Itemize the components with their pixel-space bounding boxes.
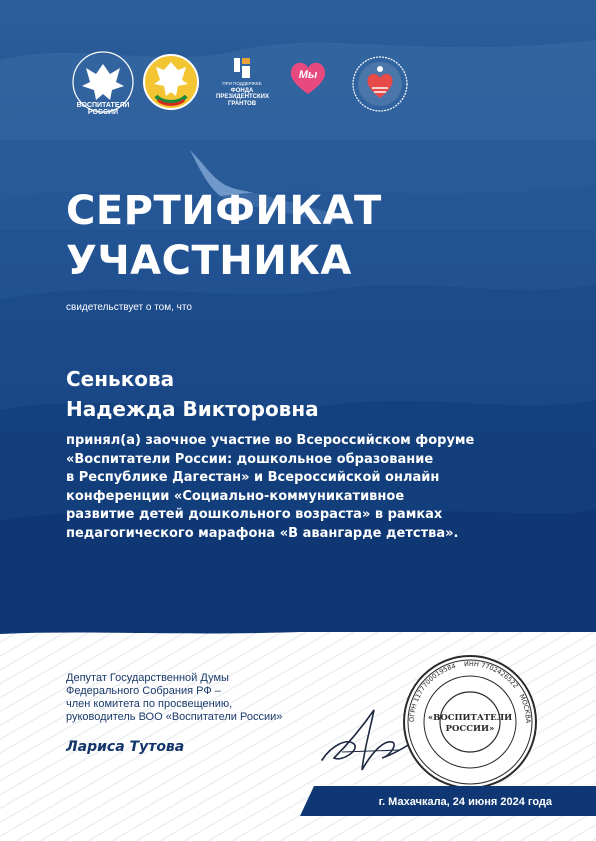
logo-row [0,50,596,120]
body-line: педагогического марафона «В авангарде детства». [66,525,459,541]
org-logo-line1: ВОСПИТАТЕЛИ [76,102,130,109]
dagestan-coat-of-arms [142,52,200,117]
org-logo-line2: РОССИИ [87,109,119,117]
signatory-line: Федерального Собрания РФ – [66,685,221,697]
grant-line1: ФОНДА [230,88,254,94]
grant-line3: ГРАНТОВ [227,100,257,107]
signatory-line: член комитета по просвещению, [66,698,233,710]
body-line: «Воспитатели России: дошкольное образование [66,451,434,467]
stamp-center-line2: РОССИИ» [445,724,495,734]
participant-given-names: Надежда Викторовна [66,397,319,421]
certificate-title [66,186,382,286]
stamp-ogrn: ОГРН 1177700019584 [407,661,457,723]
official-stamp [400,652,540,797]
grant-line2: ПРЕЗИДЕНТСКИХ [216,94,269,101]
participant-surname: Сенькова [66,367,175,391]
heart-logo [288,60,328,101]
signatory-line: руководитель ВОО «Воспитатели России» [66,711,283,723]
body-line: развитие детей дошкольного возраста» в рамках [66,507,443,522]
certificate-body [66,432,536,543]
body-line: в Республике Дагестан» и Всероссийской онлайн [66,470,440,485]
participant-name [66,364,319,424]
grant-logo-icon [230,56,254,80]
round-emblem-logo [350,54,410,119]
grant-small-text: ПРИ ПОДДЕРЖКЕ [222,81,262,86]
title-line-2: УЧАСТНИКА [66,238,352,284]
body-line: принял(а) заочное участие во Всероссийском форуме [66,433,475,448]
title-line-1: СЕРТИФИКАТ [66,188,382,234]
heart-logo-text: Мы [298,69,318,81]
stamp-graphic [400,652,540,792]
signatory-name: Лариса Тутова [66,739,185,755]
stamp-city: МОСКВА [517,692,533,724]
issue-date: г. Махачкала, 24 июня 2024 года [378,796,552,808]
organization-logo [66,50,140,129]
signatory-position [66,672,282,724]
stamp-center-line1: «ВОСПИТАТЕЛИ [427,713,513,723]
stamp-inn: ИНН 7702426522 [463,659,520,690]
body-line: конференции «Социально-коммуникативное [66,488,405,504]
witness-text: свидетельствует о том, что [66,302,192,313]
round-emblem-icon [350,54,410,114]
signatory-line: Депутат Государственной Думы [66,672,229,684]
coat-of-arms-icon [142,52,200,112]
